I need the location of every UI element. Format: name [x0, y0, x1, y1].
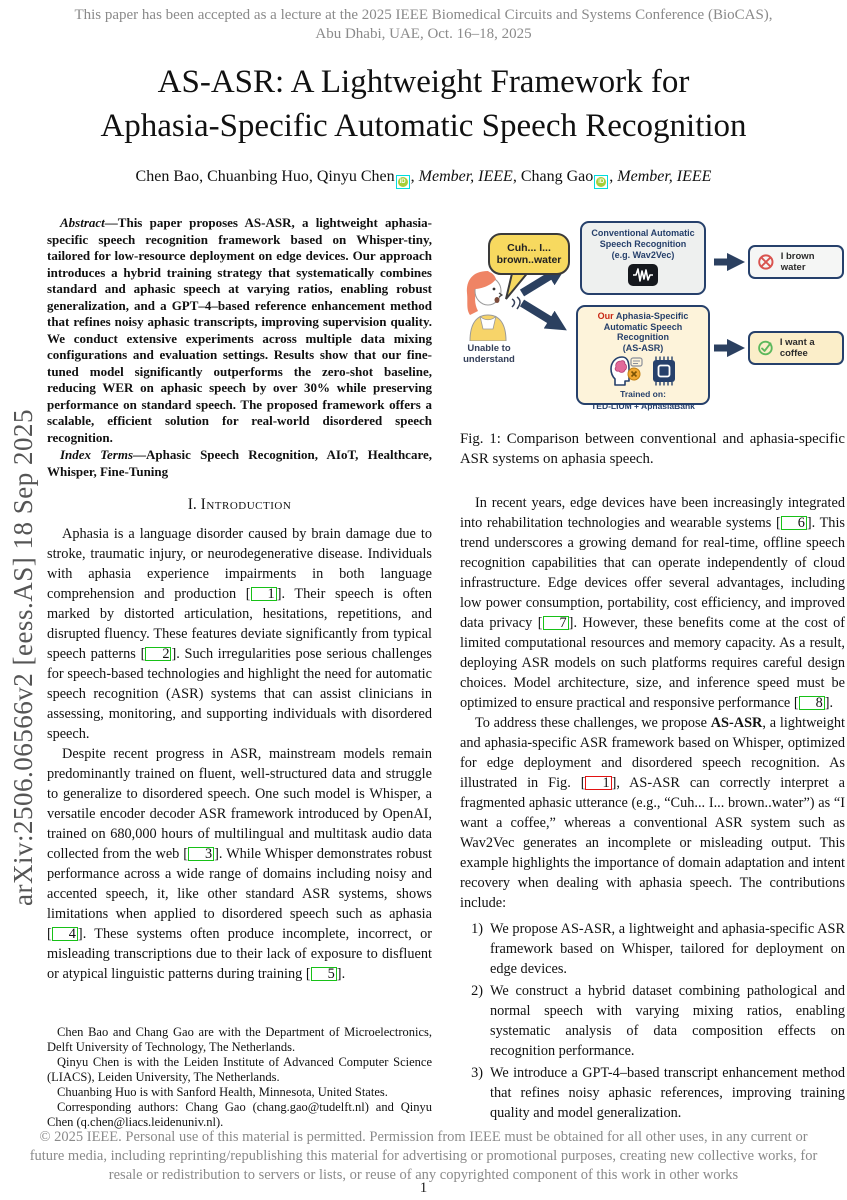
footnote: Qinyu Chen is with the Leiden Institute of Advanced Computer Science (LIACS), Leiden University, The Netherlands.: [47, 1055, 432, 1084]
our-line2: Automatic Speech Recognition: [603, 321, 683, 342]
index-terms: [47, 447, 432, 480]
contribution-item: [460, 1063, 845, 1123]
our-line3: (AS-ASR): [622, 342, 664, 353]
conventional-asr-box: [580, 221, 706, 295]
aphasic-speaker-illustration: [460, 269, 516, 341]
unable-line1: Unable to: [467, 343, 511, 354]
abstract-label: Abstract: [60, 215, 105, 230]
abstract-text: This paper proposes AS-ASR, a lightweight aphasia-specific speech recognition framework based on Whisper-tiny, tailored for low-resource deployment on edge devices. Our approach introduces a hybrid training strategy that systematically combines standard and aphasic speech at varying ratios, enabling robust generalization, and a GPT–4–based reference enhancement method that refines noisy aphasic transcripts, improving supervision quality. We conduct extensive experiments across multiple data mixing configurations and evaluation settings. Results show that our fine-tuned model significantly outperforms the zero-shot baseline, reducing WER on aphasic speech by over 30% while preserving performance on standard speech. The proposed framework offers a scalable, efficient solution for real-world disordered speech recognition.: [47, 215, 432, 445]
right-column: [460, 215, 845, 1123]
contribution-number: 1): [471, 921, 483, 937]
contribution-text: We introduce a GPT-4–based transcript enhancement method that refines noisy aphasic references, improving training quality and model generalization.: [490, 1065, 845, 1121]
footnote: Chuanbing Huo is with Sanford Health, Minnesota, United States.: [57, 1085, 388, 1099]
acceptance-note: [0, 6, 847, 44]
chip-icon: [649, 356, 679, 386]
paragraph: In recent years, edge devices have been increasingly integrated into rehabilitation technologies and wearable systems [ 6 ]. This trend underscores a growing demand for real-time, offline speech recognition capabilities that can operate independently of cloud infrastructure. Edge devices offer several advantages, including low power consumption, portability, cost efficiency, and improved data privacy [ 7 ]. However, these benefits come at the cost of limited computational resources and memory capacity. As a result, deploying ASR models on such platforms requires careful design choices. Model architecture, size, and inference speed must be optimized to ensure practical and responsive performance [ 8 ].: [460, 495, 845, 711]
conv-line3: (e.g. Wav2Vec): [611, 250, 675, 260]
footnotes-block: [47, 1011, 432, 1130]
error-cross-icon: [757, 252, 775, 272]
page-number: 1: [419, 1180, 428, 1196]
check-icon: [757, 338, 774, 358]
contribution-number: 2): [471, 983, 483, 999]
acceptance-note-line2: Abu Dhabi, UAE, Oct. 16–18, 2025: [315, 26, 532, 42]
index-terms-text: Aphasic Speech Recognition, AIoT, Healthcare, Whisper, Fine-Tuning: [47, 447, 433, 479]
index-terms-label: Index Terms: [60, 447, 134, 462]
our-word: Our: [597, 311, 614, 321]
paper-title-line1: AS-ASR: A Lightweight Framework for: [157, 64, 690, 100]
citation-ref[interactable]: [ 3 ]: [183, 846, 219, 862]
index-terms-dash: —: [133, 447, 147, 462]
contribution-text: We propose AS-ASR, a lightweight and aphasia-specific ASR framework based on Whisper, tailored for deployment on edge devices.: [490, 921, 845, 977]
copyright-notice: © 2025 IEEE. Personal use of this material is permitted. Permission from IEEE must be obtained for all other uses, in any current or future media, including reprinting/republishing this material for advertising or promotional purposes, creating new collective works, for resale or redistribution to servers or lists, or reuse of any copyrighted component of this work in other works: [29, 1129, 818, 1183]
two-column-body: [0, 215, 847, 1130]
unable-line2: understand: [463, 354, 515, 365]
speech-bubble-line1: Cuh... I...: [507, 242, 551, 254]
our-line1: [578, 311, 708, 322]
orcid-icon[interactable]: iD: [594, 175, 608, 189]
wrong-output-box: [748, 245, 844, 279]
trained-on-datasets: TED-LIUM + AphasiaBank: [591, 401, 695, 411]
abstract: [47, 215, 432, 446]
section-number: I.: [187, 496, 197, 513]
acceptance-note-line1: This paper has been accepted as a lecture at the 2025 IEEE Biomedical Circuits and Systems Conference (BioCAS),: [74, 7, 773, 23]
citation-ref[interactable]: [ 5 ]: [305, 966, 342, 982]
figure-ref[interactable]: [ 1 ]: [580, 775, 617, 791]
our-line1-rest: Aphasia-Specific: [613, 311, 689, 321]
figure-caption-text: Comparison between conventional and aphasia-specific ASR systems on aphasia speech.: [460, 431, 845, 467]
paper-title: [40, 60, 807, 148]
unable-to-understand-label: [456, 343, 522, 365]
paragraph: To address these challenges, we propose AS-ASR, a lightweight and aphasia-specific ASR framework based on Whisper, optimized for edge deployment and disordered speech recognition. As illustrated in Fig. [ 1 ], AS-ASR can correctly interpret a fragmented aphasic utterance (e.g., “Cuh... I... brown..water”) as “I want a coffee,” whereas a conventional ASR system such as Wav2Vec generates an incomplete or misleading output. This example highlights the importance of domain adaptation and intent recovery when dealing with aphasia speech. The contributions include:: [460, 715, 845, 911]
wrong-output-text: I brown water: [780, 251, 815, 273]
contributions-list: [460, 919, 845, 1123]
correct-output-box: [748, 331, 844, 365]
contribution-item: [460, 981, 845, 1061]
citation-ref[interactable]: [ 6 ]: [775, 515, 812, 531]
paragraph: Despite recent progress in ASR, mainstream models remain predominantly trained on fluent, well-structured data and struggle to generalize to disordered speech. One such model is Whisper, a versatile encoder decoder ASR framework introduced by OpenAI, trained on 680,000 hours of multilingual and multitask audio data collected from the web [ 3 ]. While Whisper demonstrates robust performance across a wide range of domains including noisy and accented speech, it, like other standard ASR systems, shows limitations when applied to disordered speech such as aphasia [ 4 ]. These systems often produce incomplete, incorrect, or misleading transcriptions due to their lack of exposure to disfluent or atypical linguistic patterns during training [ 5 ].: [47, 746, 432, 982]
section-title: Introduction: [200, 496, 292, 513]
as-asr-box: [576, 305, 710, 411]
waveform-icon: [627, 263, 659, 287]
citation-ref[interactable]: [ 2 ]: [140, 646, 177, 662]
brain-head-icon: [608, 355, 644, 387]
orcid-icon[interactable]: iD: [396, 175, 410, 189]
speech-bubble-line2: brown..water: [496, 254, 562, 266]
abstract-dash: —: [104, 215, 118, 230]
trained-on-label: Trained on:: [620, 389, 666, 399]
footnote: Chen Bao and Chang Gao are with the Department of Microelectronics, Delft University of Technology, The Netherlands.: [47, 1025, 432, 1054]
citation-ref[interactable]: [ 4 ]: [47, 926, 83, 942]
paragraph: Aphasia is a language disorder caused by brain damage due to stroke, traumatic injury, or neurodegenerative disease. Individuals with aphasia experience impairments in both language comprehension and production [ 1 ]. Their speech is often marked by distorted articulation, hesitations, repetitions, and disrupted fluency. These features deviate significantly from typical speech patterns [ 2 ]. Such irregularities pose serious challenges for speech-based technologies and highlight the need for automatic speech recognition (ASR) systems that can assist clinicians in assessing, monitoring, and supporting individuals with disordered speech.: [47, 526, 432, 742]
left-column: [47, 215, 432, 1130]
contribution-item: [460, 919, 845, 979]
arxiv-watermark: arXiv:2506.06566v2 [eess.AS] 18 Sep 2025: [8, 409, 38, 906]
figure-1: [460, 215, 845, 409]
conv-line2: Speech Recognition: [599, 239, 687, 249]
correct-output-text: I want a coffee: [779, 337, 815, 359]
speech-bubble: [488, 233, 570, 275]
section-heading-introduction: [47, 496, 432, 514]
author-line: Chen Bao, Chuanbing Huo, Qinyu Chen iD , Member, IEEE, Chang Gao iD , Member, IEEE: [0, 168, 847, 189]
conv-line1: Conventional Automatic: [591, 228, 695, 238]
figure-caption-label: Fig. 1:: [460, 431, 501, 447]
contribution-text: We construct a hybrid dataset combining pathological and normal speech with varying mixing ratios, enabling systematic analysis of data composition effects on recognition performance.: [490, 983, 845, 1059]
footnote: Corresponding authors: Chang Gao (chang.gao@tudelft.nl) and Qinyu Chen (q.chen@liacs.leidenuniv.nl).: [47, 1100, 432, 1129]
figure-caption: [460, 429, 845, 469]
paper-title-line2: Aphasia-Specific Automatic Speech Recognition: [100, 108, 747, 144]
citation-ref[interactable]: [ 8 ]: [793, 695, 830, 711]
contribution-number: 3): [471, 1065, 483, 1081]
citation-ref[interactable]: [ 1 ]: [245, 586, 282, 602]
citation-ref[interactable]: [ 7 ]: [537, 615, 574, 631]
